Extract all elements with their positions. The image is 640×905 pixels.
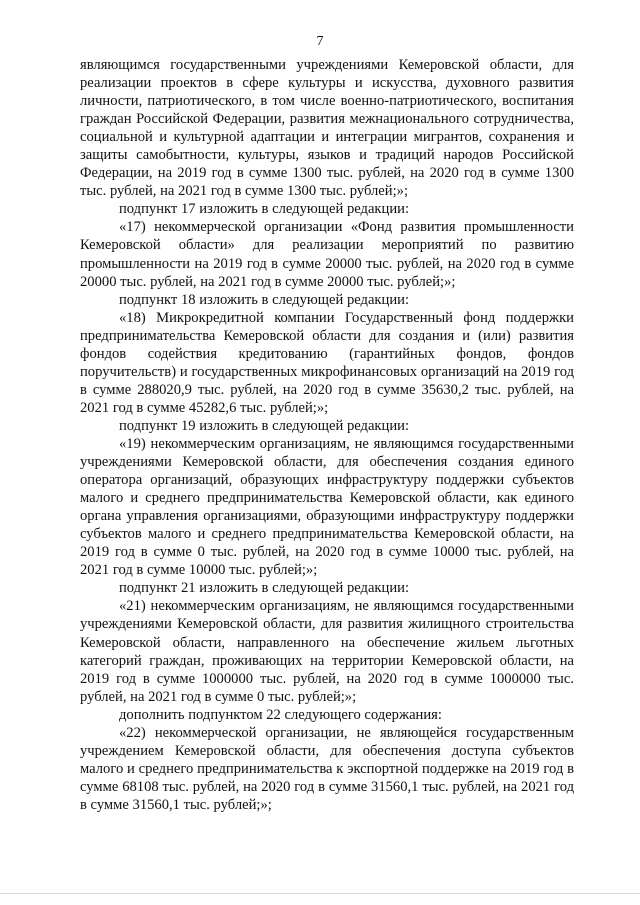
paragraph-subpoint-17: «17) некоммерческой организации «Фонд развития промышленности Кемеровской области» для реализации мероприятий по развитию промышленности на 2019 год в сумме 20000 тыс. рублей, на 2020 год в сумме 20000 тыс. рублей, на 2021 год в сумме 20000 тыс. рублей;»; — [80, 219, 574, 290]
scan-bottom-edge — [0, 893, 640, 894]
page-number: 7 — [316, 34, 324, 49]
instruction-subpoint-19: подпункт 19 изложить в следующей редакции: — [119, 417, 410, 434]
paragraph-subpoint-22: «22) некоммерческой организации, не являющейся государственным учреждением Кемеровской области, для обеспечения доступа субъектов малого и среднего предпринимательства к экспортной поддержке на 2019 год в сумме 68108 тыс. рублей, на 2020 год в сумме 31560,1 тыс. рублей, на 2021 год в сумме 31560,1 тыс. рублей;»; — [80, 724, 574, 813]
instruction-subpoint-21: подпункт 21 изложить в следующей редакции: — [119, 580, 410, 597]
paragraph-subpoint-18: «18) Микрокредитной компании Государственный фонд поддержки предпринимательства Кемеровской области для создания и (или) развития фондов содействия кредитованию (гарантийных фондов, фондов поручительств) и государственных микрофинансовых организаций на 2019 год в сумме 288020,9 тыс. рублей, на 2020 год в сумме 35630,2 тыс. рублей, на 2021 год в сумме 45282,6 тыс. рублей;»; — [80, 309, 574, 416]
instruction-subpoint-18: подпункт 18 изложить в следующей редакции: — [119, 291, 410, 308]
document-body — [80, 56, 574, 814]
instruction-subpoint-22: дополнить подпунктом 22 следующего содержания: — [119, 706, 442, 723]
paragraph-subpoint-21: «21) некоммерческим организациям, не являющимся государственными учреждениями Кемеровской области, для развития жилищного строительства Кемеровской области, направленного на обеспечение жильем льготных категорий граждан, проживающих на территории Кемеровской области, на 2019 год в сумме 1000000 тыс. рублей, на 2020 год в сумме 1000000 тыс. рублей, на 2021 год в сумме 0 тыс. рублей;»; — [80, 598, 574, 705]
paragraph-subpoint-19: «19) некоммерческим организациям, не являющимся государственными учреждениями Кемеровской области, для обеспечения создания единого оператора организаций, образующих инфраструктуру поддержки субъектов малого и среднего предпринимательства Кемеровской области, как единого органа управления организациями, образующими инфраструктуру поддержки субъектов малого и среднего предпринимательства Кемеровской области, на 2019 год в сумме 0 тыс. рублей, на 2020 год в сумме 10000 тыс. рублей, на 2021 год в сумме 10000 тыс. рублей;»; — [80, 435, 574, 579]
instruction-subpoint-17: подпункт 17 изложить в следующей редакции: — [119, 201, 410, 218]
paragraph-continuation-16: являющимся государственными учреждениями Кемеровской области, для реализации проектов в сфере культуры и искусства, духовного развития личности, патриотического, в том числе военно-патриотического, воспитания граждан Российской Федерации, развития межнационального сотрудничества, социальной и культурной адаптации и интеграции мигрантов, сохранения и защиты самобытности, культуры, языков и традиций народов Российской Федерации, на 2019 год в сумме 1300 тыс. рублей, на 2020 год в сумме 1300 тыс. рублей, на 2021 год в сумме 1300 тыс. рублей;»; — [80, 57, 574, 200]
